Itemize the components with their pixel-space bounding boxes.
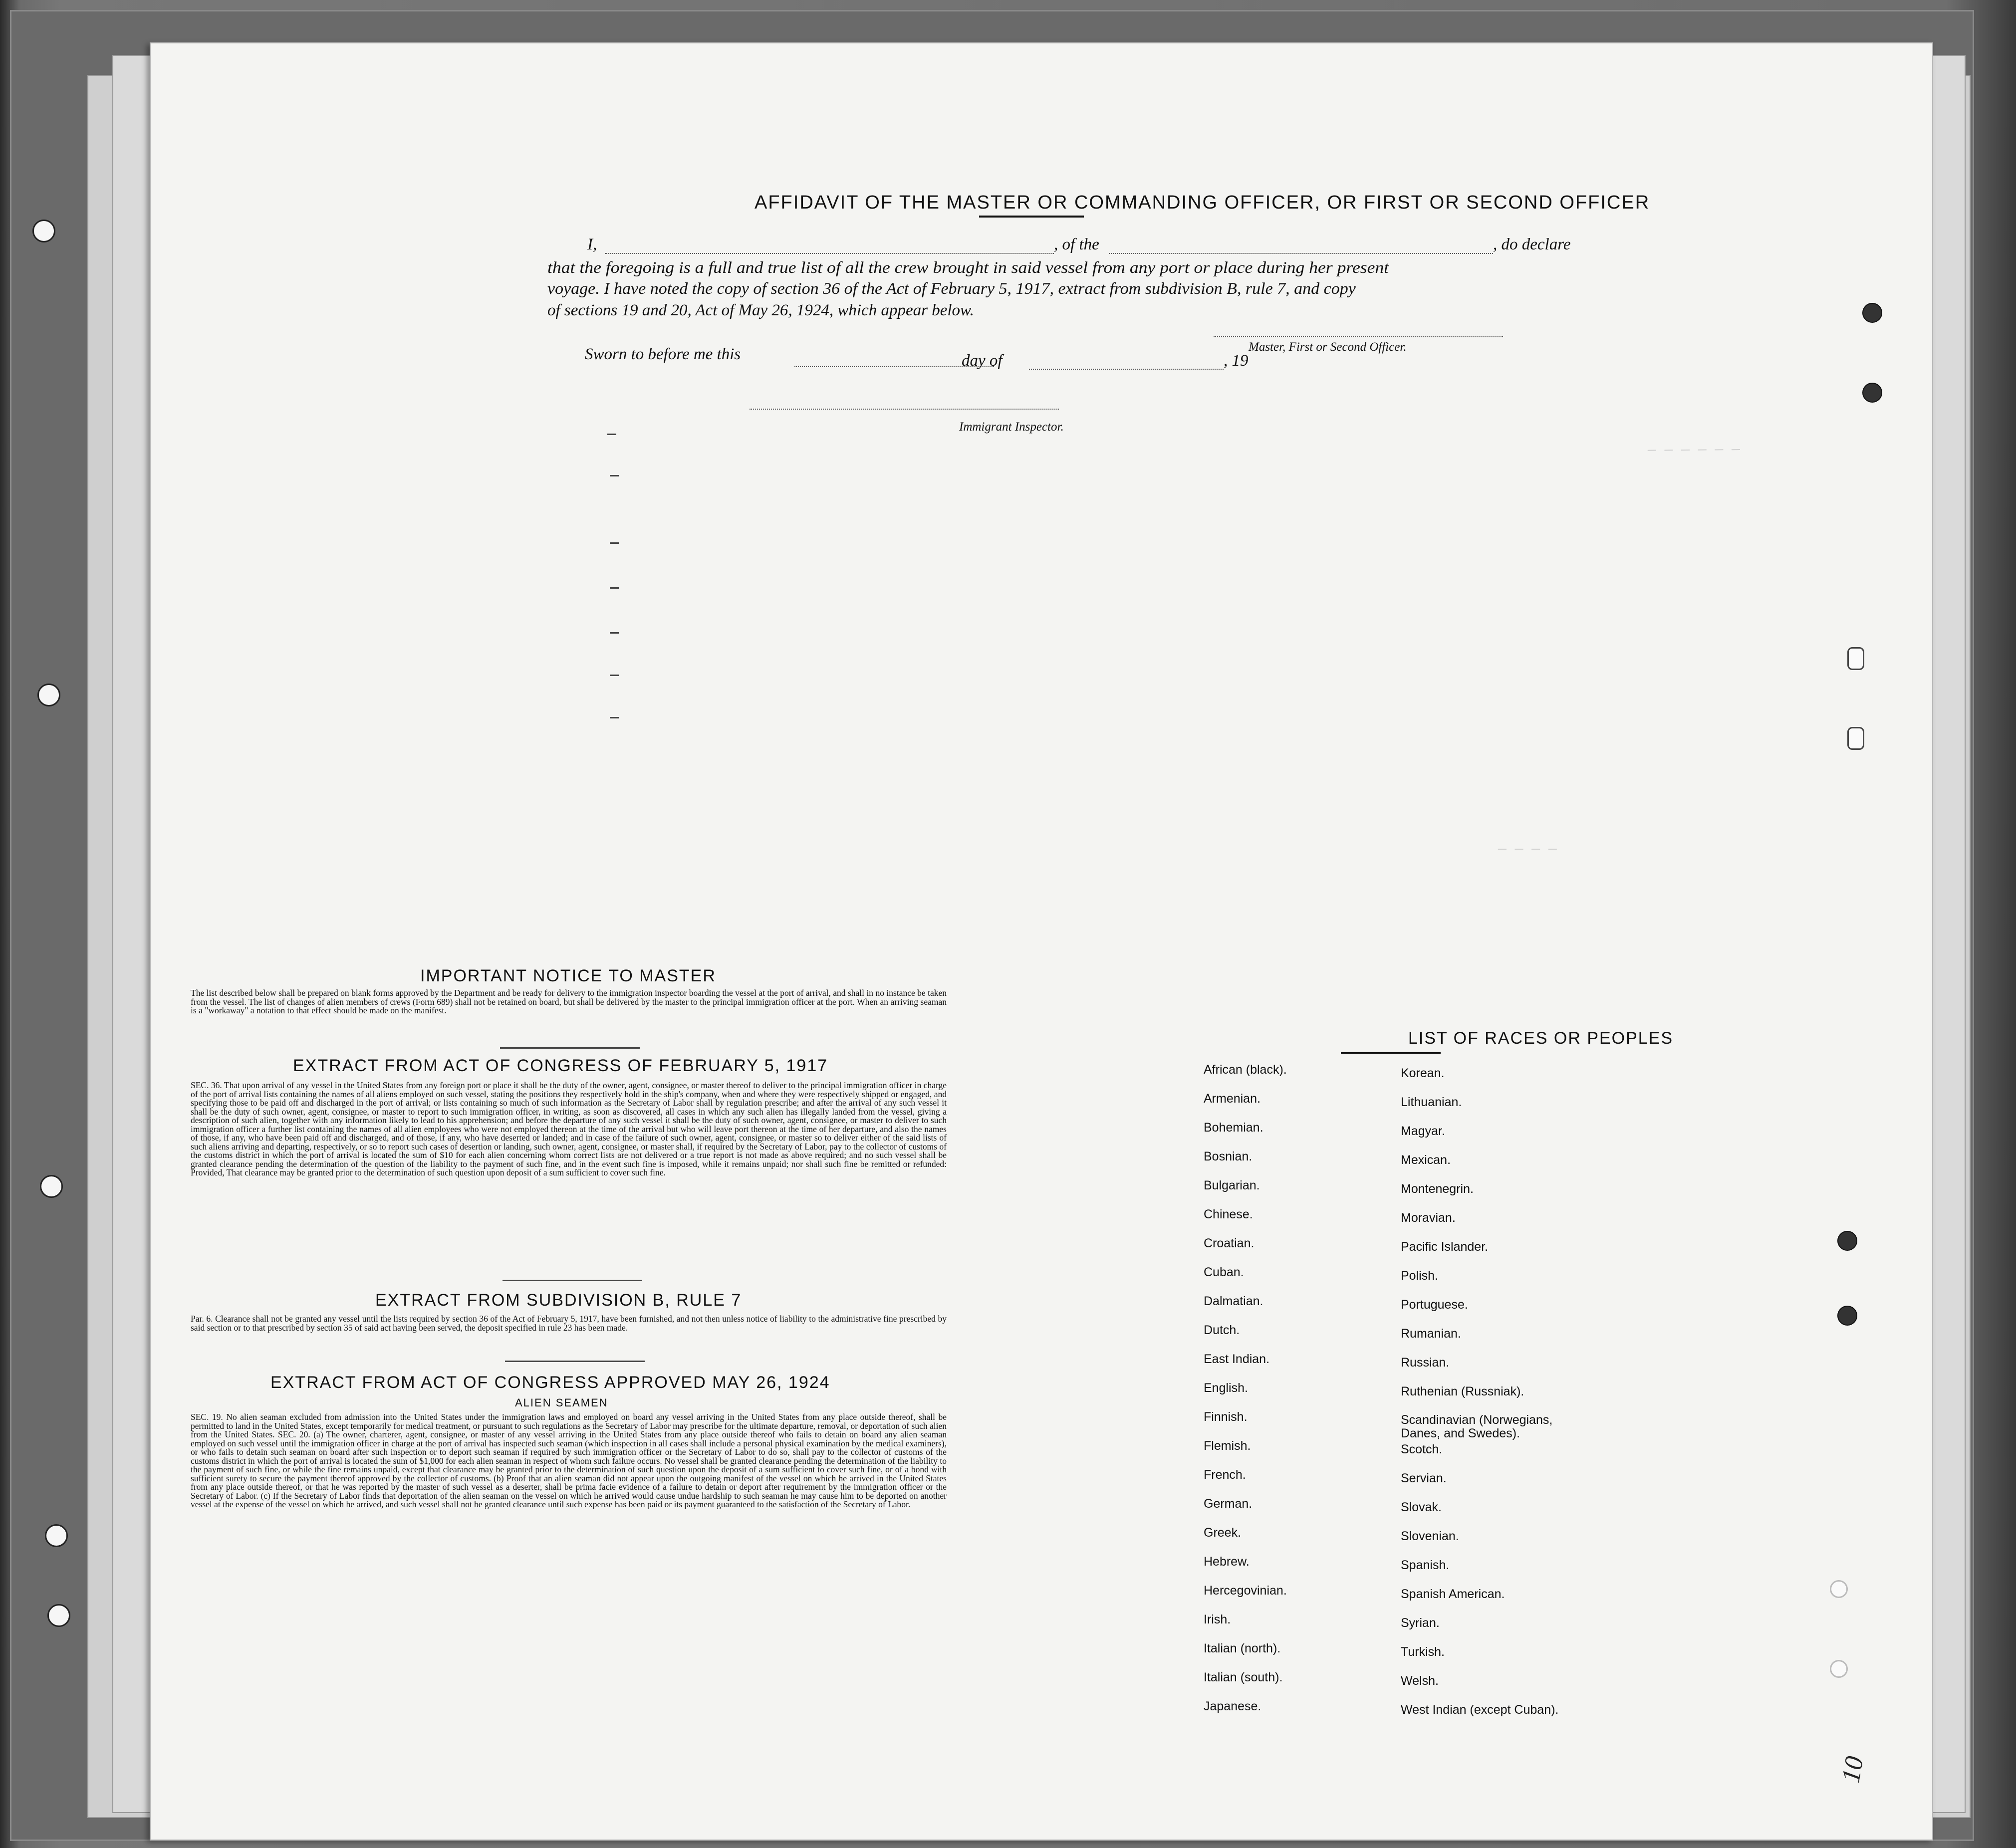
- sworn-label: Sworn to before me this: [585, 345, 741, 363]
- race-item: Scotch.: [1401, 1442, 1443, 1456]
- punch-mark: [1837, 1231, 1857, 1251]
- race-item: Bosnian.: [1204, 1150, 1253, 1163]
- notice-body: The list described below shall be prepared on blank forms approved by the Department and be ready for delivery to the immigration inspector boarding the vessel at the port of arrival, and shall in no instance be taken from the vessel. The list of changes of alien members of crews (Form 689) shall not be retained on board, but shall be delivered by the master to the principal immigration officer at the port. When an arriving seaman is a "workaway" a notation to that effect should be made on the manifest.: [191, 989, 947, 1015]
- race-item: Spanish.: [1401, 1558, 1450, 1572]
- affidavit-line-4: of sections 19 and 20, Act of May 26, 1924, which appear below.: [547, 301, 974, 319]
- punch-hole: [40, 1175, 63, 1198]
- margin-dash: [610, 632, 619, 634]
- affidavit-title: AFFIDAVIT OF THE MASTER OR COMMANDING OFFICER, OR FIRST OR SECOND OFFICER: [755, 192, 1650, 213]
- vessel-blank[interactable]: [1109, 252, 1493, 254]
- race-item: German.: [1204, 1497, 1253, 1511]
- extract-1924-body: SEC. 19. No alien seaman excluded from admission into the United States under the immigration laws and employed on board any vessel arriving in the United States from any place outside thereof, shall be permitted to land in the United States, except temporarily for medical treatment, or pursuant to such regulations as the Secretary of Labor may prescribe for the ultimate departure, removal, or deportation of such alien from the United States. SEC. 20. (a) The owner, charterer, agent, consignee, or master of any vessel arriving in the United States from any place outside thereof who fails to detain on board any alien seaman employed on such vessel until the immigration officer in charge at the port of arrival has inspected such seaman (which inspection in all cases shall include a personal physical examination by the medical examiners), or who fails to detain such seaman on board after such inspection or to deport such seaman if required by such immigration officer or the Secretary of Labor to do so, shall pay to the collector of customs of the customs district in which the port of arrival is located the sum of $1,000 for each alien seaman in respect of whom such failure occurs. No vessel shall be granted clearance pending the determination of the liability to the payment of such fine, or while the fine remains unpaid, except that clearance may be granted prior to the determination of such question upon the deposit of a sum sufficient to cover such fine, or of a bond with sufficient surety to secure the payment thereof approved by the collector of customs. (b) Proof that an alien seaman did not appear upon the outgoing manifest of the vessel on which he arrived in the United States from any place outside thereof, or that he was reported by the master of such vessel as a deserter, shall be prima facie evidence of a failure to detain or deport after requirement by the immigration officer or the Secretary of Labor. (c) If the Secretary of Labor finds that deportation of the alien seaman on the vessel on which he arrived would cause undue hardship to such seaman he may cause him to be deported on another vessel at the expense of the vessel on which he arrived, and such vessel shall not be granted clearance until such expense has been paid or its payment guaranteed to the satisfaction of the Secretary of Labor.: [191, 1413, 947, 1509]
- race-item: Polish.: [1401, 1269, 1439, 1283]
- race-item: Bohemian.: [1204, 1121, 1263, 1135]
- punch-hole: [32, 220, 55, 242]
- name-blank[interactable]: [605, 252, 1054, 254]
- ring-hole: [1830, 1660, 1848, 1678]
- race-item: Rumanian.: [1401, 1327, 1461, 1341]
- affidavit-line-2: that the foregoing is a full and true list of all the crew brought in said vessel from any port or place during her present: [547, 259, 1389, 277]
- race-item: French.: [1204, 1468, 1246, 1482]
- affidavit-i: I,: [587, 235, 597, 253]
- punch-hole: [45, 1524, 68, 1547]
- race-item: Bulgarian.: [1204, 1178, 1260, 1192]
- month-blank[interactable]: [1029, 368, 1224, 370]
- race-item: Japanese.: [1204, 1699, 1261, 1713]
- race-item: Slovenian.: [1401, 1529, 1459, 1543]
- races-left-column: [1204, 1063, 1287, 1728]
- races-right-column: [1401, 1066, 1580, 1732]
- section-rule: [505, 1361, 645, 1362]
- bleed-through-text: — — — — — —: [1647, 442, 1740, 459]
- race-item: Lithuanian.: [1401, 1095, 1462, 1109]
- margin-dash: [610, 475, 619, 476]
- year-label: , 19: [1224, 352, 1249, 370]
- section-rule: [503, 1280, 642, 1281]
- race-item: Korean.: [1401, 1066, 1445, 1080]
- race-item: Spanish American.: [1401, 1587, 1505, 1601]
- bleed-through-text: — — — —: [1498, 842, 1557, 857]
- race-item: Turkish.: [1401, 1645, 1445, 1659]
- race-item: Mexican.: [1401, 1153, 1451, 1167]
- affidavit-do-declare: , do declare: [1493, 235, 1571, 253]
- margin-dash: [610, 542, 619, 544]
- extract-rule7-body: Par. 6. Clearance shall not be granted any vessel until the lists required by section 36 of the Act of February 5, 1917, have been furnished, and not then unless notice of liability to the administrative fine prescribed by said section or to that prescribed by section 35 of said act having been served, the deposit specified in rule 23 has been made.: [191, 1315, 947, 1333]
- race-item: Servian.: [1401, 1471, 1447, 1485]
- extract-1924-title: EXTRACT FROM ACT OF CONGRESS APPROVED MAY 26, 1924: [270, 1373, 830, 1392]
- extract-1917-body: SEC. 36. That upon arrival of any vessel in the United States from any foreign port or place it shall be the duty of the owner, agent, consignee, or master thereof to deliver to the principal immigration officer in charge of the port of arrival lists containing the names of all aliens employed on such vessel, stating the positions they respectively hold in the ship's company, when and where they were respectively shipped or engaged, and specifying those to be paid off and discharged in the port of arrival; or lists containing so much of such information as the Secretary of Labor shall by regulation prescribe; and after the arrival of any such vessel it shall be the duty of such owner, agent, consignee, or master to report to such immigration officer, in writing, as soon as discovered, all cases in which any such alien has illegally landed from the vessel, giving a description of such alien, together with any information likely to lead to his apprehension; and before the departure of any such vessel it shall be the duty of such owner, agent, consignee, or master to deliver to such immigration officer a further list containing the names of all alien employees who were not employed thereon at the time of the arrival but who will leave port thereon at the time of her departure, and also the names of those, if any, who have been paid off and discharged, and of those, if any, who have deserted or landed; and in case of the failure of such owner, agent, consignee, or master so to deliver either of the said lists of such aliens arriving and departing, respectively, or so to report such cases of desertion or landing, such owner, agent, consignee, or master shall, if required by the Secretary of Labor, pay to the collector of customs of the customs district in which the port of arrival is located the sum of $10 for each alien concerning whom correct lists are not delivered or a true report is not made as above required; and no such vessel shall be granted clearance pending the determination of the question of the liability to the payment of such fine, and in the event such fine is imposed, while it remains unpaid; nor shall such fine be remitted or refunded: Provided, That clearance may be granted prior to the determination of such question upon deposit of a sum sufficient to cover such fine.: [191, 1081, 947, 1177]
- race-item: East Indian.: [1204, 1352, 1270, 1366]
- inspector-signature-blank[interactable]: [750, 408, 1059, 410]
- race-item: Armenian.: [1204, 1092, 1260, 1106]
- race-item: English.: [1204, 1381, 1248, 1395]
- races-title: LIST OF RACES OR PEOPLES: [1408, 1029, 1674, 1048]
- page-mark: 10: [1836, 1754, 1869, 1785]
- affidavit-sheet: [150, 42, 1933, 1841]
- affidavit-of-the: , of the: [1054, 235, 1099, 253]
- race-item: Italian (north).: [1204, 1641, 1281, 1655]
- notice-title: IMPORTANT NOTICE TO MASTER: [420, 966, 716, 985]
- race-item: Magyar.: [1401, 1124, 1445, 1138]
- day-of-label: day of: [962, 352, 1003, 370]
- extract-1917-title: EXTRACT FROM ACT OF CONGRESS OF FEBRUARY 5, 1917: [293, 1056, 828, 1075]
- race-item: Syrian.: [1401, 1616, 1440, 1630]
- race-item: Pacific Islander.: [1401, 1240, 1489, 1254]
- race-item: Ruthenian (Russniak).: [1401, 1385, 1524, 1398]
- race-item: Cuban.: [1204, 1265, 1244, 1279]
- affidavit-line-3: voyage. I have noted the copy of section 36 of the Act of February 5, 1917, extract from subdivision B, rule 7, and copy: [547, 280, 1356, 298]
- race-item: West Indian (except Cuban).: [1401, 1703, 1559, 1717]
- master-label: Master, First or Second Officer.: [1249, 340, 1407, 354]
- race-item: Chinese.: [1204, 1207, 1253, 1221]
- punch-hole: [47, 1604, 70, 1627]
- margin-dash: [607, 434, 616, 435]
- race-item: Italian (south).: [1204, 1670, 1283, 1684]
- race-item: Croatian.: [1204, 1236, 1255, 1250]
- punch-mark: [1862, 303, 1882, 323]
- race-item: Flemish.: [1204, 1439, 1251, 1453]
- race-item: Russian.: [1401, 1356, 1450, 1370]
- race-item: Hebrew.: [1204, 1555, 1250, 1569]
- race-item: Portuguese.: [1401, 1298, 1468, 1312]
- ring-hole: [1847, 727, 1864, 750]
- extract-1924-subtitle: ALIEN SEAMEN: [515, 1396, 608, 1409]
- margin-dash: [610, 717, 619, 718]
- race-item: African (black).: [1204, 1063, 1287, 1077]
- punch-mark: [1862, 383, 1882, 403]
- inspector-label: Immigrant Inspector.: [959, 420, 1064, 434]
- section-rule: [500, 1047, 640, 1049]
- title-rule: [979, 216, 1084, 218]
- race-item: Moravian.: [1401, 1211, 1456, 1225]
- master-signature-blank[interactable]: [1214, 335, 1503, 337]
- race-item: Hercegovinian.: [1204, 1584, 1287, 1598]
- race-item: Slovak.: [1401, 1500, 1442, 1514]
- races-title-rule: [1341, 1052, 1441, 1054]
- margin-dash: [610, 675, 619, 676]
- ring-hole: [1830, 1580, 1848, 1598]
- punch-hole: [37, 684, 60, 706]
- margin-dash: [610, 587, 619, 589]
- extract-rule7-title: EXTRACT FROM SUBDIVISION B, RULE 7: [375, 1291, 742, 1310]
- race-item: Finnish.: [1204, 1410, 1248, 1424]
- race-item: Dutch.: [1204, 1323, 1240, 1337]
- race-item: Scandinavian (Norwegians, Danes, and Swedes).: [1401, 1413, 1553, 1440]
- race-item: Montenegrin.: [1401, 1182, 1474, 1196]
- race-item: Irish.: [1204, 1613, 1231, 1626]
- punch-mark: [1837, 1306, 1857, 1326]
- race-item: Greek.: [1204, 1526, 1242, 1540]
- race-item: Welsh.: [1401, 1674, 1439, 1688]
- ring-hole: [1847, 647, 1864, 670]
- race-item: Dalmatian.: [1204, 1294, 1263, 1308]
